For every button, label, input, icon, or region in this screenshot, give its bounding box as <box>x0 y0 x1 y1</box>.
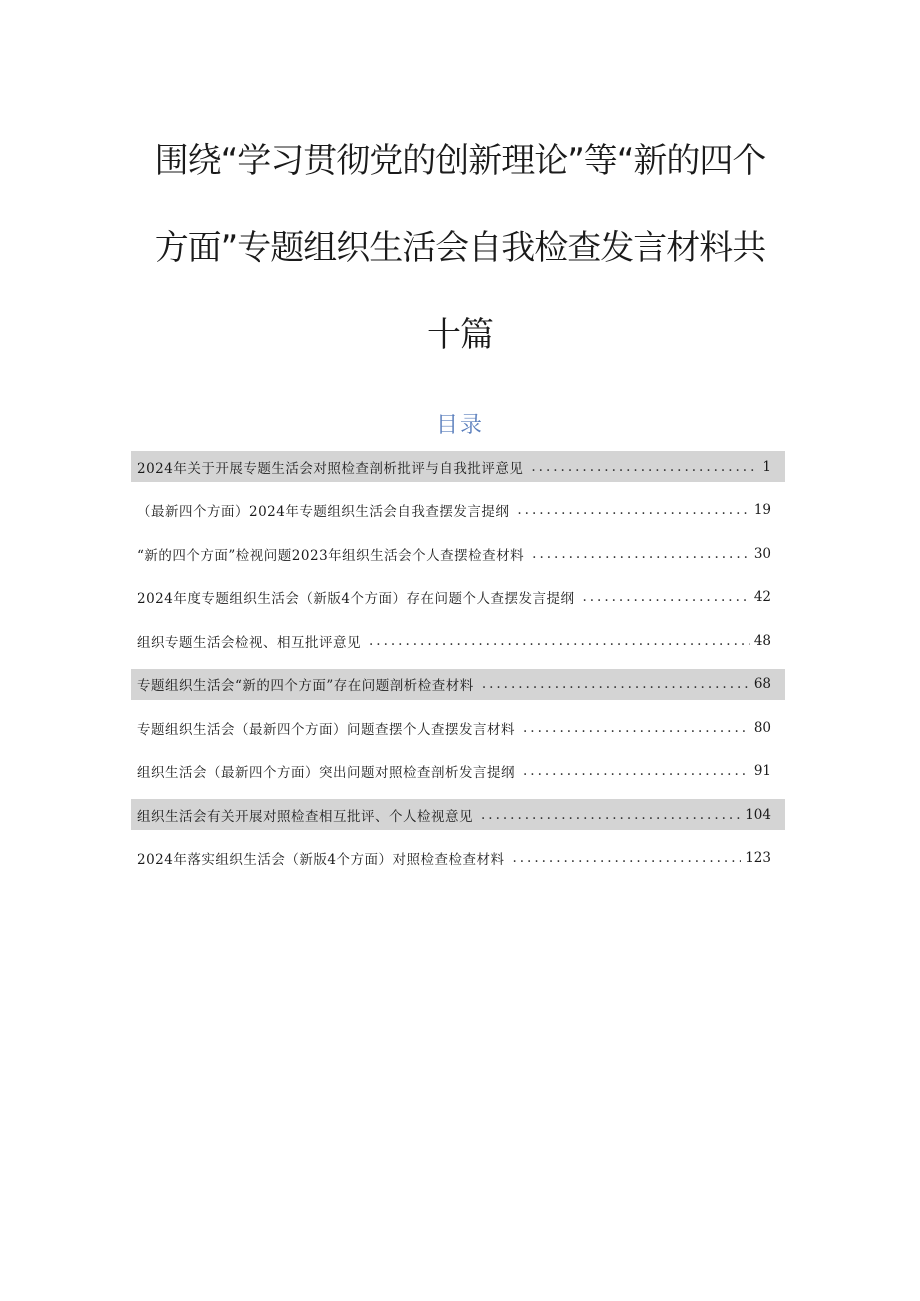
toc-leader-dots <box>482 676 750 692</box>
toc-entry[interactable] <box>131 669 785 700</box>
toc-leader-dots <box>523 720 750 736</box>
toc-leader-dots <box>369 633 750 649</box>
toc-entry-page: 123 <box>745 850 771 866</box>
toc-entry[interactable] <box>131 582 785 613</box>
toc-leader-dots <box>481 807 741 823</box>
title-line-1: 围绕“学习贯彻党的创新理论”等“新的四个 <box>154 141 766 181</box>
toc-entry-title: 专题组织生活会“新的四个方面”存在问题剖析检查材料 <box>137 678 474 694</box>
toc-leader-dots <box>512 850 741 866</box>
toc-entry[interactable] <box>131 495 785 526</box>
toc-leader-dots <box>532 546 750 562</box>
toc-entry-page: 104 <box>745 806 771 823</box>
toc-entry-title: （最新四个方面）2024年专题组织生活会自我查摆发言提纲 <box>137 504 510 520</box>
toc-entry-page: 30 <box>753 545 771 562</box>
title-line-3: 十篇 <box>427 315 493 355</box>
toc-entry-title: 组织生活会（最新四个方面）突出问题对照检查剖析发言提纲 <box>137 765 515 781</box>
toc-entry-page: 42 <box>753 589 771 605</box>
toc-entry-page: 19 <box>753 502 771 518</box>
toc-entry[interactable] <box>131 538 785 569</box>
toc-entry-title: 2024年度专题组织生活会（新版4个方面）存在问题个人查摆发言提纲 <box>137 591 575 607</box>
toc-heading: 目录 <box>435 413 484 438</box>
toc-entry-page: 91 <box>753 763 771 779</box>
toc-entry[interactable] <box>131 712 785 743</box>
toc-entry-page: 48 <box>753 632 771 649</box>
toc-leader-dots <box>517 502 749 518</box>
toc-entry-title: 专题组织生活会（最新四个方面）问题查摆个人查摆发言材料 <box>137 721 515 738</box>
toc-entry-title: 2024年关于开展专题生活会对照检查剖析批评与自我批评意见 <box>137 460 524 477</box>
toc-entry[interactable] <box>131 756 785 787</box>
title-line-2: 方面”专题组织生活会自我检查发言材料共 <box>154 228 766 268</box>
table-of-contents <box>131 451 785 886</box>
toc-leader-dots <box>582 589 749 605</box>
toc-leader-dots <box>531 459 758 475</box>
toc-entry[interactable] <box>131 799 785 830</box>
toc-entry-page: 80 <box>753 719 771 736</box>
toc-entry-title: 2024年落实组织生活会（新版4个方面）对照检查检查材料 <box>137 852 505 868</box>
toc-entry-title: 组织生活会有关开展对照检查相互批评、个人检视意见 <box>137 808 473 825</box>
toc-entry[interactable] <box>131 451 785 482</box>
toc-entry[interactable] <box>131 625 785 656</box>
toc-entry-title: 组织专题生活会检视、相互批评意见 <box>137 634 361 651</box>
toc-leader-dots <box>523 763 750 779</box>
toc-entry-page: 1 <box>762 458 771 475</box>
toc-entry-title: “新的四个方面”检视问题2023年组织生活会个人查摆检查材料 <box>137 547 525 564</box>
document-title <box>0 118 920 379</box>
toc-entry-page: 68 <box>753 676 771 692</box>
toc-entry[interactable] <box>131 843 785 874</box>
